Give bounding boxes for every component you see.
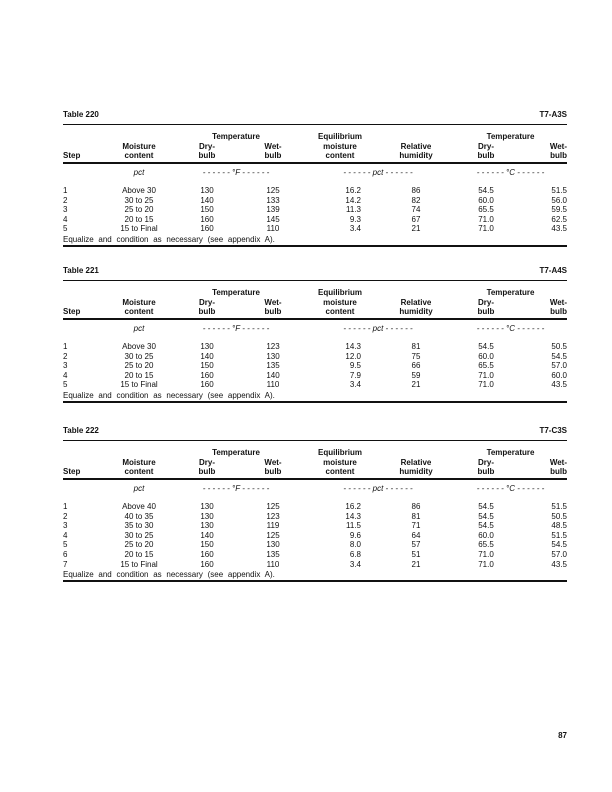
table-cell: 6.8 <box>349 549 361 559</box>
table-cell: 140 <box>200 195 214 205</box>
table-cell: 51.5 <box>551 186 567 195</box>
header-row <box>63 141 567 163</box>
table-cell: Above 30 <box>122 186 156 195</box>
table-cell: 60.0 <box>478 351 494 361</box>
table-cell: 160 <box>200 380 214 390</box>
table-cell: 2 <box>63 351 68 361</box>
table-cell: 1 <box>63 186 68 195</box>
table-row <box>63 186 567 196</box>
table-cell: 110 <box>266 380 280 390</box>
col-header-relative-humidity: Relative humidity <box>378 457 454 479</box>
table-cell: 35 to 30 <box>124 521 154 531</box>
table-cell: 130 <box>200 511 214 521</box>
table-cell: 48.5 <box>551 521 567 531</box>
table-body <box>63 342 567 390</box>
table-cell: 54.5 <box>551 351 567 361</box>
table-cell: 21 <box>411 380 421 390</box>
table-cell: 54.5 <box>478 342 494 351</box>
units-celsius: - - - - - - °C - - - - - - <box>476 168 545 177</box>
table-cell: 9.3 <box>349 214 361 224</box>
table-cell: 71.0 <box>478 559 494 569</box>
table-cell: 71.0 <box>478 380 494 390</box>
table-cell: 3 <box>63 361 68 371</box>
table-cell: 110 <box>266 224 280 234</box>
col-header-wet-bulb-f: Wet- bulb <box>244 297 302 319</box>
table-cell: 82 <box>411 195 421 205</box>
col-header-dry-bulb-f: Dry- bulb <box>170 457 244 479</box>
table-cell: 125 <box>266 186 280 195</box>
table-cell: 43.5 <box>551 224 567 234</box>
table-cell: 14.3 <box>345 511 361 521</box>
table-cell: 7.9 <box>349 370 361 380</box>
table-row <box>63 215 567 225</box>
col-header-step: Step <box>63 457 108 479</box>
table-cell: 160 <box>200 559 214 569</box>
table-cell: 43.5 <box>551 380 567 390</box>
table-cell: 30 to 25 <box>124 195 154 205</box>
table-cell: 86 <box>411 186 421 195</box>
header-spanner-row <box>63 281 567 297</box>
col-header-moisture-content: Moisture content <box>108 457 170 479</box>
table-cell: 54.5 <box>478 511 494 521</box>
table-cell: 123 <box>266 511 280 521</box>
table-cell: 5 <box>63 540 68 550</box>
col-header-wet-bulb-c: Wet- bulb <box>518 141 567 163</box>
table-220-block <box>63 110 567 247</box>
table-cell: 4 <box>63 370 68 380</box>
table-cell: 3 <box>63 205 68 215</box>
temperature-f-spanner: Temperature <box>212 448 260 457</box>
table-cell: 71.0 <box>478 370 494 380</box>
table-row <box>63 531 567 541</box>
table-cell: Above 30 <box>122 342 156 351</box>
table-cell: 130 <box>200 521 214 531</box>
table-cell: 150 <box>200 540 214 550</box>
table-title: Table 221 <box>63 266 99 275</box>
table-cell: 11.3 <box>346 205 361 215</box>
table-footnote: Equalize and condition as necessary (see appendix A). <box>63 390 567 402</box>
table-cell: 20 to 15 <box>124 370 154 380</box>
table-body <box>63 502 567 569</box>
table-cell: 71.0 <box>478 214 494 224</box>
table-title-row <box>63 426 567 441</box>
col-header-dry-bulb-f: Dry- bulb <box>170 297 244 319</box>
temperature-f-spanner: Temperature <box>212 132 260 141</box>
table-cell: 81 <box>411 342 421 351</box>
table-cell: 54.5 <box>478 502 494 511</box>
kiln-schedule-table <box>63 125 567 247</box>
table-cell: 57.0 <box>551 549 567 559</box>
footnote-row <box>63 390 567 402</box>
table-cell: 135 <box>266 361 280 371</box>
table-cell: 150 <box>200 205 214 215</box>
units-row <box>63 319 567 342</box>
table-cell: 12.0 <box>345 351 361 361</box>
table-cell: 130 <box>266 351 280 361</box>
kiln-schedule-table <box>63 441 567 582</box>
table-row <box>63 205 567 215</box>
col-header-step: Step <box>63 297 108 319</box>
table-cell: 130 <box>200 342 214 351</box>
table-cell: 125 <box>266 530 280 540</box>
table-cell: 4 <box>63 530 68 540</box>
table-cell: 60.0 <box>551 370 567 380</box>
table-cell: 59 <box>411 370 421 380</box>
table-cell: 7 <box>63 559 68 569</box>
table-cell: 25 to 20 <box>124 205 154 215</box>
col-header-relative-humidity: Relative humidity <box>378 141 454 163</box>
table-cell: 25 to 20 <box>124 540 154 550</box>
table-footnote: Equalize and condition as necessary (see appendix A). <box>63 569 567 581</box>
table-cell: 1 <box>63 342 68 351</box>
table-cell: 66 <box>411 361 421 371</box>
table-cell: 4 <box>63 214 68 224</box>
table-cell: 71 <box>411 521 421 531</box>
col-header-equilibrium-moisture: moisture content <box>302 141 378 163</box>
table-cell: 67 <box>411 214 421 224</box>
table-cell: 3.4 <box>349 224 361 234</box>
table-cell: 123 <box>266 342 280 351</box>
col-header-dry-bulb-c: Dry- bulb <box>454 457 518 479</box>
table-row <box>63 371 567 381</box>
table-cell: 3 <box>63 521 68 531</box>
table-cell: 25 to 20 <box>124 361 154 371</box>
equilibrium-spanner: Equilibrium <box>318 288 362 297</box>
table-cell: 64 <box>411 530 421 540</box>
units-equilibrium-pct: - - - - - - pct - - - - - - <box>343 484 413 493</box>
col-header-dry-bulb-c: Dry- bulb <box>454 141 518 163</box>
header-row <box>63 297 567 319</box>
table-cell: 65.5 <box>478 540 494 550</box>
table-cell: 57 <box>411 540 421 550</box>
table-cell: 54.5 <box>551 540 567 550</box>
footnote-row <box>63 569 567 581</box>
table-cell: 9.5 <box>349 361 361 371</box>
table-cell: 59.5 <box>551 205 567 215</box>
table-cell: 16.2 <box>345 186 361 195</box>
table-cell: 71.0 <box>478 224 494 234</box>
table-title: Table 220 <box>63 110 99 119</box>
units-moisture: pct <box>133 484 145 493</box>
table-row <box>63 512 567 522</box>
table-cell: 150 <box>200 361 214 371</box>
table-cell: 51.5 <box>551 530 567 540</box>
table-cell: 56.0 <box>551 195 567 205</box>
table-cell: 139 <box>266 205 280 215</box>
table-cell: 57.0 <box>551 361 567 371</box>
kiln-schedule-table <box>63 281 567 403</box>
table-cell: 71.0 <box>478 549 494 559</box>
table-row <box>63 521 567 531</box>
col-header-wet-bulb-f: Wet- bulb <box>244 141 302 163</box>
table-cell: 81 <box>411 511 421 521</box>
table-cell: 30 to 25 <box>124 530 154 540</box>
temperature-c-spanner: Temperature <box>486 448 535 457</box>
col-header-relative-humidity: Relative humidity <box>378 297 454 319</box>
table-cell: 43.5 <box>551 559 567 569</box>
col-header-moisture-content: Moisture content <box>108 141 170 163</box>
units-fahrenheit: - - - - - - °F - - - - - - <box>202 168 270 177</box>
col-header-wet-bulb-f: Wet- bulb <box>244 457 302 479</box>
units-equilibrium-pct: - - - - - - pct - - - - - - <box>343 324 413 333</box>
table-cell: 5 <box>63 380 68 390</box>
table-cell: 125 <box>266 502 280 511</box>
col-header-dry-bulb-f: Dry- bulb <box>170 141 244 163</box>
table-row <box>63 502 567 512</box>
col-header-wet-bulb-c: Wet- bulb <box>518 297 567 319</box>
header-spanner-row <box>63 125 567 141</box>
temperature-c-spanner: Temperature <box>486 132 535 141</box>
table-row <box>63 380 567 390</box>
units-moisture: pct <box>133 168 145 177</box>
table-row <box>63 352 567 362</box>
col-header-wet-bulb-c: Wet- bulb <box>518 457 567 479</box>
table-cell: 119 <box>266 521 280 531</box>
units-row <box>63 163 567 186</box>
table-cell: 54.5 <box>478 521 494 531</box>
table-cell: 15 to Final <box>120 559 158 569</box>
table-row <box>63 361 567 371</box>
table-cell: 140 <box>200 351 214 361</box>
table-cell: 20 to 15 <box>124 214 154 224</box>
table-cell: 160 <box>200 224 214 234</box>
table-cell: 160 <box>200 549 214 559</box>
table-cell: 8.0 <box>349 540 361 550</box>
temperature-f-spanner: Temperature <box>212 288 260 297</box>
table-cell: 50.5 <box>551 342 567 351</box>
table-cell: 40 to 35 <box>124 511 154 521</box>
table-title-row <box>63 110 567 125</box>
table-title-row <box>63 266 567 281</box>
table-cell: 20 to 15 <box>124 549 154 559</box>
table-cell: 130 <box>266 540 280 550</box>
table-cell: 75 <box>411 351 421 361</box>
units-equilibrium-pct: - - - - - - pct - - - - - - <box>343 168 413 177</box>
table-cell: 60.0 <box>478 530 494 540</box>
table-cell: 14.2 <box>345 195 361 205</box>
table-code: T7-A3S <box>539 110 567 119</box>
footnote-row <box>63 234 567 246</box>
table-cell: 11.5 <box>346 521 361 531</box>
table-cell: 51 <box>411 549 421 559</box>
table-cell: 140 <box>200 530 214 540</box>
table-cell: 21 <box>411 224 421 234</box>
table-cell: 62.5 <box>551 214 567 224</box>
table-cell: 160 <box>200 370 214 380</box>
temperature-c-spanner: Temperature <box>486 288 535 297</box>
table-title: Table 222 <box>63 426 99 435</box>
units-celsius: - - - - - - °C - - - - - - <box>476 484 545 493</box>
table-cell: 14.3 <box>345 342 361 351</box>
table-cell: 60.0 <box>478 195 494 205</box>
table-cell: 110 <box>266 559 280 569</box>
table-221-block <box>63 266 567 403</box>
table-cell: 1 <box>63 502 68 511</box>
table-cell: 2 <box>63 195 68 205</box>
page-number: 87 <box>558 731 567 740</box>
table-cell: 145 <box>266 214 280 224</box>
col-header-step: Step <box>63 141 108 163</box>
table-row <box>63 196 567 206</box>
units-celsius: - - - - - - °C - - - - - - <box>476 324 545 333</box>
table-cell: Above 40 <box>122 502 156 511</box>
table-body <box>63 186 567 234</box>
table-cell: 15 to Final <box>120 380 158 390</box>
units-fahrenheit: - - - - - - °F - - - - - - <box>202 484 270 493</box>
header-row <box>63 457 567 479</box>
table-cell: 160 <box>200 214 214 224</box>
units-moisture: pct <box>133 324 145 333</box>
table-cell: 135 <box>266 549 280 559</box>
table-cell: 5 <box>63 224 68 234</box>
col-header-equilibrium-moisture: moisture content <box>302 297 378 319</box>
table-footnote: Equalize and condition as necessary (see appendix A). <box>63 234 567 246</box>
table-cell: 140 <box>266 370 280 380</box>
units-fahrenheit: - - - - - - °F - - - - - - <box>202 324 270 333</box>
table-cell: 86 <box>411 502 421 511</box>
col-header-dry-bulb-c: Dry- bulb <box>454 297 518 319</box>
table-cell: 50.5 <box>551 511 567 521</box>
table-222-block <box>63 426 567 582</box>
equilibrium-spanner: Equilibrium <box>318 132 362 141</box>
units-row <box>63 479 567 502</box>
table-code: T7-A4S <box>539 266 567 275</box>
table-cell: 74 <box>411 205 421 215</box>
table-row <box>63 560 567 570</box>
col-header-moisture-content: Moisture content <box>108 297 170 319</box>
table-cell: 15 to Final <box>120 224 158 234</box>
table-cell: 3.4 <box>349 380 361 390</box>
table-cell: 30 to 25 <box>124 351 154 361</box>
table-cell: 9.6 <box>349 530 361 540</box>
table-row <box>63 224 567 234</box>
table-cell: 3.4 <box>349 559 361 569</box>
header-spanner-row <box>63 441 567 457</box>
table-cell: 130 <box>200 186 214 195</box>
table-cell: 6 <box>63 549 68 559</box>
table-row <box>63 540 567 550</box>
table-cell: 2 <box>63 511 68 521</box>
table-cell: 16.2 <box>345 502 361 511</box>
table-cell: 51.5 <box>551 502 567 511</box>
table-cell: 54.5 <box>478 186 494 195</box>
table-cell: 21 <box>411 559 421 569</box>
table-cell: 130 <box>200 502 214 511</box>
table-cell: 65.5 <box>478 205 494 215</box>
table-cell: 133 <box>266 195 280 205</box>
table-row <box>63 342 567 352</box>
table-code: T7-C3S <box>539 426 567 435</box>
col-header-equilibrium-moisture: moisture content <box>302 457 378 479</box>
table-row <box>63 550 567 560</box>
equilibrium-spanner: Equilibrium <box>318 448 362 457</box>
table-cell: 65.5 <box>478 361 494 371</box>
